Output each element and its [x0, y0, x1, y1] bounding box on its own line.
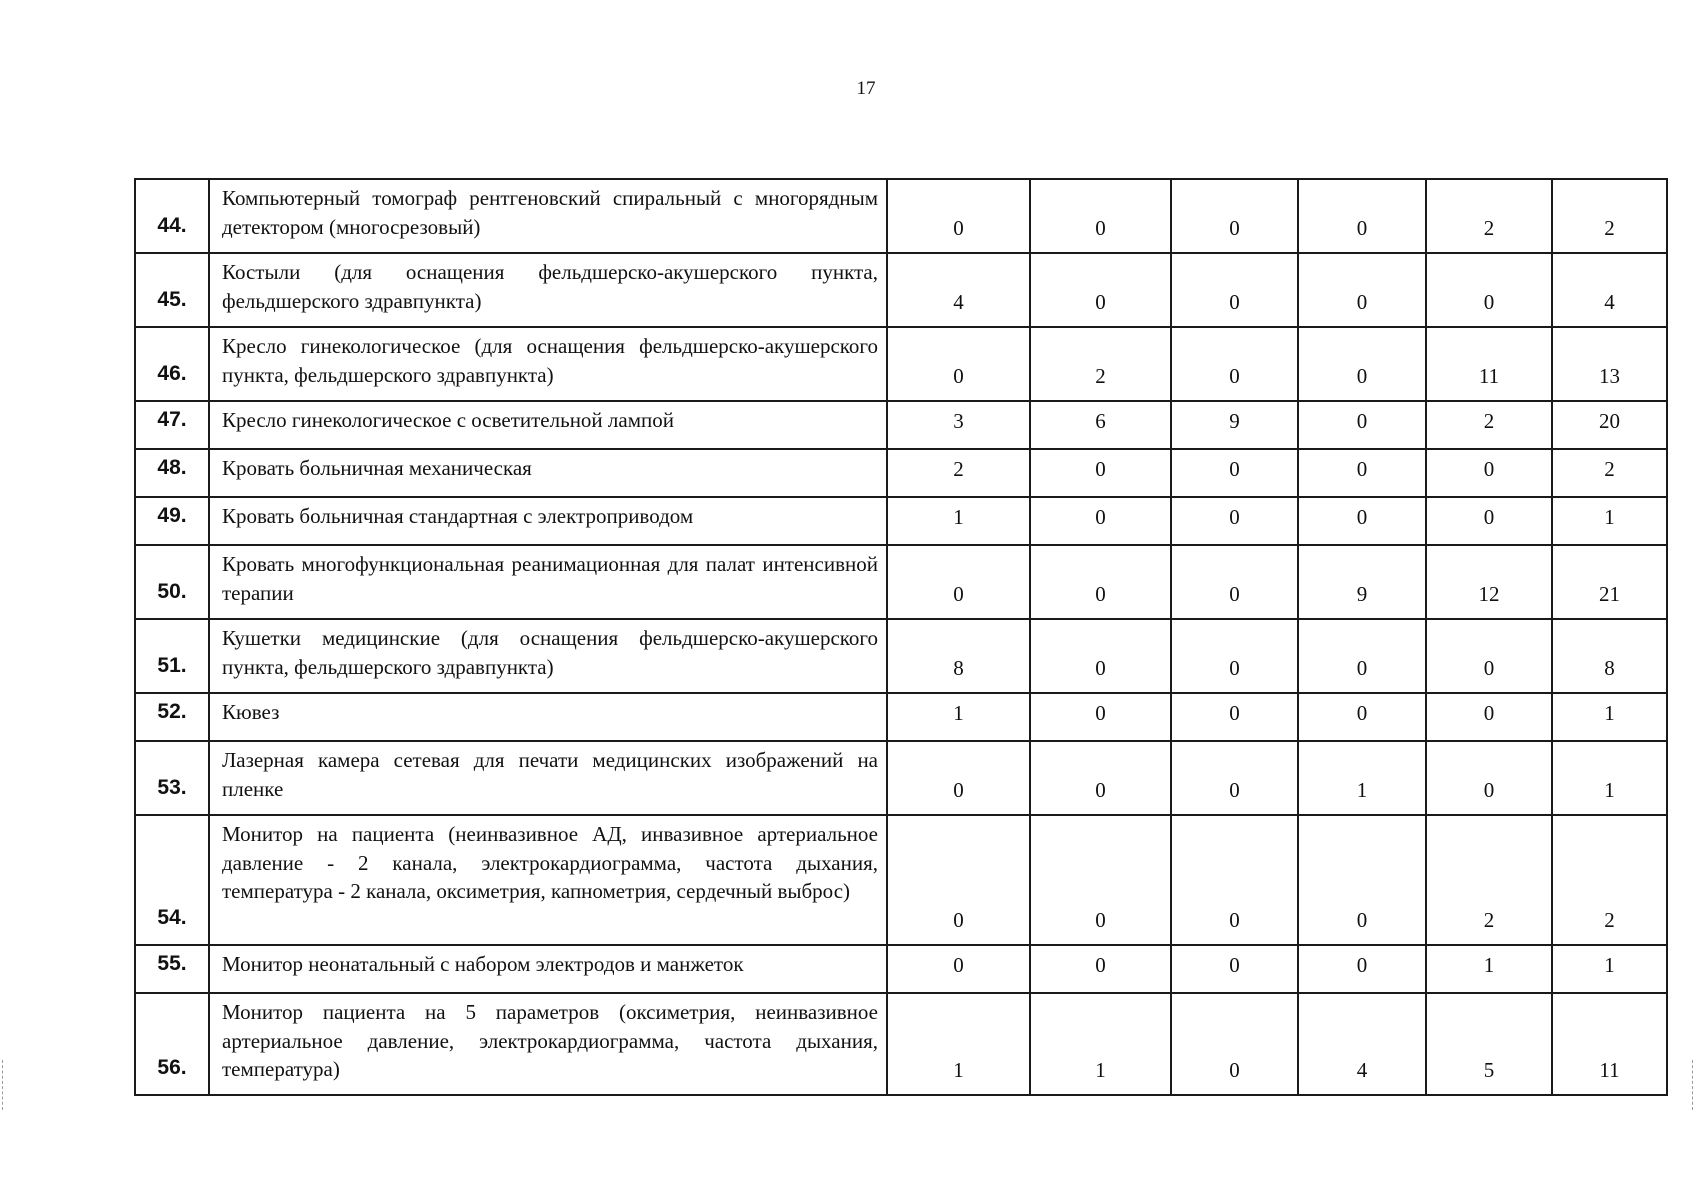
quantity-cell: 0	[887, 545, 1030, 619]
quantity-cell: 0	[1030, 497, 1171, 545]
quantity-cell: 0	[887, 327, 1030, 401]
quantity-cell: 1	[1030, 993, 1171, 1095]
row-number: 53.	[135, 741, 209, 815]
quantity-cell: 1	[1552, 945, 1667, 993]
quantity-cell: 0	[1298, 179, 1426, 253]
row-number: 44.	[135, 179, 209, 253]
table-row	[135, 449, 1667, 497]
quantity-cell: 2	[887, 449, 1030, 497]
quantity-cell: 0	[1171, 815, 1298, 945]
quantity-cell: 0	[1426, 741, 1552, 815]
table-row	[135, 815, 1667, 945]
quantity-cell: 1	[1552, 693, 1667, 741]
quantity-cell: 0	[1298, 619, 1426, 693]
quantity-cell: 0	[1171, 693, 1298, 741]
quantity-cell: 0	[1171, 179, 1298, 253]
row-number: 56.	[135, 993, 209, 1095]
quantity-cell: 20	[1552, 401, 1667, 449]
equipment-name: Кровать многофункциональная реанимационная для палат интенсивной терапии	[209, 545, 887, 619]
row-number: 46.	[135, 327, 209, 401]
table-row	[135, 619, 1667, 693]
quantity-cell: 0	[1030, 815, 1171, 945]
quantity-cell: 0	[1171, 449, 1298, 497]
quantity-cell: 1	[1552, 497, 1667, 545]
row-number: 51.	[135, 619, 209, 693]
quantity-cell: 2	[1030, 327, 1171, 401]
row-number: 47.	[135, 401, 209, 449]
quantity-cell: 8	[887, 619, 1030, 693]
scan-edge-mark-right	[1692, 1060, 1694, 1110]
quantity-cell: 0	[1030, 179, 1171, 253]
equipment-name: Костыли (для оснащения фельдшерско-акушерского пункта, фельдшерского здравпункта)	[209, 253, 887, 327]
table-row	[135, 741, 1667, 815]
table-row	[135, 253, 1667, 327]
quantity-cell: 0	[1030, 619, 1171, 693]
quantity-cell: 0	[1298, 815, 1426, 945]
quantity-cell: 2	[1552, 815, 1667, 945]
quantity-cell: 0	[1171, 253, 1298, 327]
quantity-cell: 9	[1298, 545, 1426, 619]
equipment-name: Кушетки медицинские (для оснащения фельдшерско-акушерского пункта, фельдшерского здравпункта)	[209, 619, 887, 693]
equipment-name: Монитор на пациента (неинвазивное АД, инвазивное артериальное давление - 2 канала, электрокардиограмма, частота дыхания, температура - 2 канала, оксиметрия, капнометрия, сердечный выброс)	[209, 815, 887, 945]
quantity-cell: 0	[1426, 619, 1552, 693]
quantity-cell: 1	[1552, 741, 1667, 815]
quantity-cell: 6	[1030, 401, 1171, 449]
quantity-cell: 0	[1298, 945, 1426, 993]
quantity-cell: 0	[887, 741, 1030, 815]
quantity-cell: 4	[1552, 253, 1667, 327]
quantity-cell: 0	[1030, 449, 1171, 497]
scan-edge-mark-left	[2, 1060, 4, 1110]
table-row	[135, 401, 1667, 449]
quantity-cell: 3	[887, 401, 1030, 449]
quantity-cell: 13	[1552, 327, 1667, 401]
table-row	[135, 945, 1667, 993]
row-number: 52.	[135, 693, 209, 741]
row-number: 55.	[135, 945, 209, 993]
table-row	[135, 497, 1667, 545]
row-number: 50.	[135, 545, 209, 619]
quantity-cell: 0	[1171, 741, 1298, 815]
quantity-cell: 0	[887, 179, 1030, 253]
row-number: 54.	[135, 815, 209, 945]
quantity-cell: 1	[887, 693, 1030, 741]
quantity-cell: 2	[1552, 449, 1667, 497]
quantity-cell: 8	[1552, 619, 1667, 693]
quantity-cell: 0	[1298, 253, 1426, 327]
quantity-cell: 0	[1298, 401, 1426, 449]
quantity-cell: 1	[1426, 945, 1552, 993]
quantity-cell: 0	[1298, 327, 1426, 401]
quantity-cell: 0	[1298, 449, 1426, 497]
quantity-cell: 0	[1030, 741, 1171, 815]
row-number: 48.	[135, 449, 209, 497]
quantity-cell: 0	[1171, 619, 1298, 693]
quantity-cell: 1	[887, 993, 1030, 1095]
equipment-name: Кресло гинекологическое с осветительной лампой	[209, 401, 887, 449]
table-row	[135, 179, 1667, 253]
equipment-name: Кровать больничная стандартная с электроприводом	[209, 497, 887, 545]
row-number: 45.	[135, 253, 209, 327]
quantity-cell: 0	[1171, 497, 1298, 545]
quantity-cell: 2	[1552, 179, 1667, 253]
quantity-cell: 1	[1298, 741, 1426, 815]
equipment-table	[134, 178, 1668, 1096]
row-number: 49.	[135, 497, 209, 545]
quantity-cell: 0	[1030, 945, 1171, 993]
equipment-name: Кресло гинекологическое (для оснащения фельдшерско-акушерского пункта, фельдшерского здравпункта)	[209, 327, 887, 401]
quantity-cell: 0	[1030, 693, 1171, 741]
quantity-cell: 21	[1552, 545, 1667, 619]
equipment-name: Компьютерный томограф рентгеновский спиральный с многорядным детектором (многосрезовый)	[209, 179, 887, 253]
table-row	[135, 693, 1667, 741]
quantity-cell: 0	[887, 815, 1030, 945]
quantity-cell: 0	[1171, 993, 1298, 1095]
quantity-cell: 0	[1030, 545, 1171, 619]
quantity-cell: 5	[1426, 993, 1552, 1095]
table-row	[135, 327, 1667, 401]
quantity-cell: 9	[1171, 401, 1298, 449]
quantity-cell: 2	[1426, 401, 1552, 449]
quantity-cell: 0	[1426, 497, 1552, 545]
quantity-cell: 1	[887, 497, 1030, 545]
equipment-name: Монитор неонатальный с набором электродов и манжеток	[209, 945, 887, 993]
table-row	[135, 993, 1667, 1095]
equipment-name: Лазерная камера сетевая для печати медицинских изображений на пленке	[209, 741, 887, 815]
quantity-cell: 12	[1426, 545, 1552, 619]
quantity-cell: 2	[1426, 179, 1552, 253]
quantity-cell: 0	[1171, 327, 1298, 401]
quantity-cell: 0	[887, 945, 1030, 993]
quantity-cell: 11	[1552, 993, 1667, 1095]
equipment-name: Монитор пациента на 5 параметров (оксиметрия, неинвазивное артериальное давление, электрокардиограмма, частота дыхания, температура)	[209, 993, 887, 1095]
quantity-cell: 4	[1298, 993, 1426, 1095]
quantity-cell: 0	[1426, 693, 1552, 741]
quantity-cell: 0	[1171, 945, 1298, 993]
page-number: 17	[856, 78, 876, 99]
table-row	[135, 545, 1667, 619]
quantity-cell: 0	[1298, 497, 1426, 545]
quantity-cell: 0	[1298, 693, 1426, 741]
quantity-cell: 0	[1426, 253, 1552, 327]
quantity-cell: 4	[887, 253, 1030, 327]
quantity-cell: 11	[1426, 327, 1552, 401]
quantity-cell: 0	[1030, 253, 1171, 327]
quantity-cell: 2	[1426, 815, 1552, 945]
equipment-name: Кювез	[209, 693, 887, 741]
equipment-name: Кровать больничная механическая	[209, 449, 887, 497]
quantity-cell: 0	[1171, 545, 1298, 619]
quantity-cell: 0	[1426, 449, 1552, 497]
